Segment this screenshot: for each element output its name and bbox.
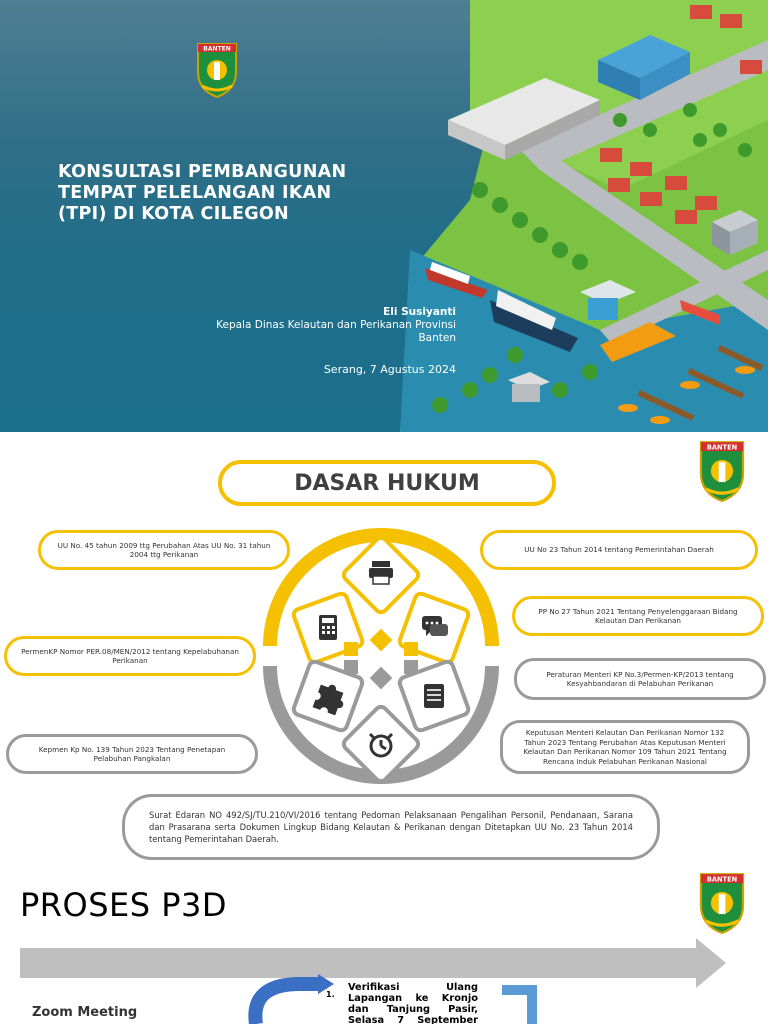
title-line: TEMPAT PELELANGAN IKAN (58, 183, 332, 203)
banten-logo (192, 42, 242, 98)
legal-item: Peraturan Menteri KP No.3/Permen-KP/2013 tentang Kesyahbandaran di Pelabuhan Perikanan (514, 658, 766, 700)
title-line: (TPI) DI KOTA CILEGON (58, 204, 290, 224)
banten-logo (694, 440, 750, 502)
logo-label: BANTEN (706, 875, 738, 884)
legal-basis-diagram (256, 520, 506, 790)
presenter-info (216, 306, 456, 345)
process-slide (0, 864, 768, 1024)
presenter-role: Kepala Dinas Kelautan dan Perikanan Provinsi (216, 319, 456, 331)
step-line: Verifikasi Ulang (348, 982, 478, 993)
title-line: KONSULTASI PEMBANGUNAN (58, 162, 347, 182)
step-number: 1. (326, 990, 335, 999)
legal-item: Kepmen Kp No. 139 Tahun 2023 Tentang Penetapan Pelabuhan Pangkalan (6, 734, 258, 774)
step-line: Selasa 7 September (348, 1015, 478, 1024)
legal-item-bottom: Surat Edaran NO 492/SJ/TU.210/VI/2016 tentang Pedoman Pelaksanaan Pengalihan Personil, Pendanaan, Sarana dan Prasarana serta Dokumen Lingkup Bidang Kelautan & Perikanan dengan Ditetapkan UU No. 23 Tahun 2014 tentang Pemerintahan Daerah. (122, 794, 660, 860)
document-list-icon (424, 684, 444, 708)
legal-item: Keputusan Menteri Kelautan Dan Perikanan Nomor 132 Tahun 2023 Tentang Perubahan Atas Keputusan Menteri Kelautan Dan Perikanan Nomor 109 Tahun 2021 Tentang Rencana Induk Pelabuhan Perikanan Nasional (500, 720, 750, 774)
presenter-role: Banten (418, 332, 456, 344)
step-line: Lapangan ke Kronjo (348, 993, 478, 1004)
presenter-name: Eli Susiyanti (383, 306, 456, 318)
printer-icon (369, 561, 393, 584)
legal-item: UU No. 45 tahun 2009 ttg Perubahan Atas UU No. 31 tahun 2004 ttg Perikanan (38, 530, 290, 570)
slide-title: DASAR HUKUM (218, 460, 556, 506)
legal-item: PP No 27 Tahun 2021 Tentang Penyelenggaraan Bidang Kelautan Dan Perikanan (512, 596, 764, 636)
presentation-title (58, 162, 346, 225)
slide-title: PROSES P3D (20, 886, 228, 924)
title-slide (0, 0, 768, 432)
legal-item: PermenKP Nomor PER.08/MEN/2012 tentang Kepelabuhanan Perikanan (4, 636, 256, 676)
banten-logo (694, 872, 750, 934)
calculator-icon (319, 615, 337, 640)
logo-label: BANTEN (203, 45, 231, 53)
legal-item: UU No 23 Tahun 2014 tentang Pemerintahan Daerah (480, 530, 758, 570)
logo-label: BANTEN (706, 443, 738, 452)
step-line: dan Tanjung Pasir, (348, 1004, 478, 1015)
step-description (348, 982, 478, 1024)
presentation-date: Serang, 7 Agustus 2024 (323, 363, 456, 376)
zoom-meeting-label: Zoom Meeting (32, 1005, 138, 1020)
legal-basis-slide (0, 432, 768, 864)
